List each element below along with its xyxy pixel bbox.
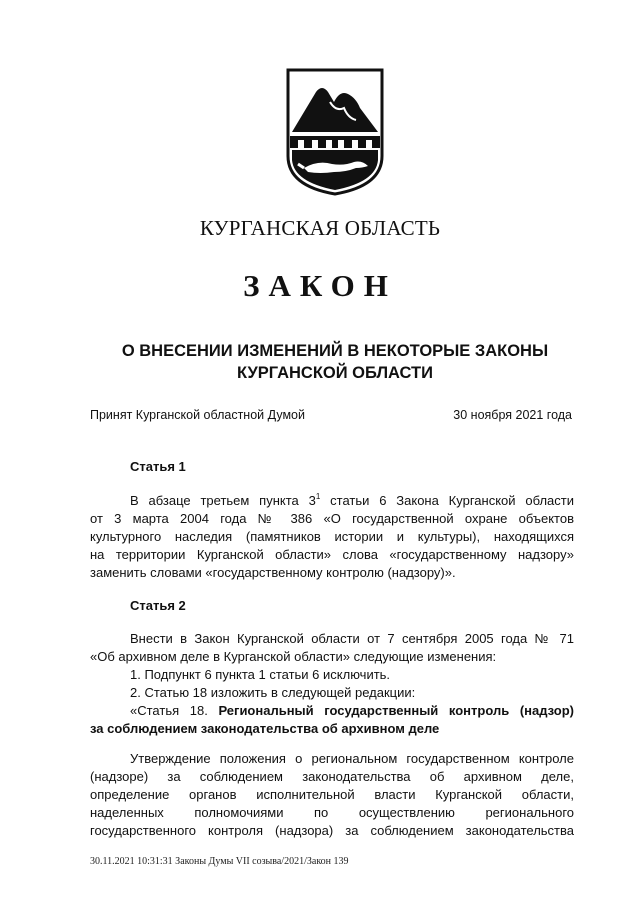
article-18-quote [90, 702, 574, 738]
article-1-line: заменить словами «государственному контролю (надзору)». [90, 565, 456, 580]
law-title-line-2: КУРГАНСКОЙ ОБЛАСТИ [237, 364, 433, 382]
law-title [0, 340, 640, 384]
article-1-line: от 3 марта 2004 года № 386 «О государственной охране объектов [90, 511, 574, 526]
document-type: ЗАКОН [243, 268, 397, 303]
article-1-heading: Статья 1 [130, 459, 186, 474]
accepted-date: 30 ноября 2021 года [453, 408, 572, 422]
article-1-line: В абзаце третьем пункта $3^1$ статьи 6 Закона Курганской области [130, 492, 574, 508]
article-2-item-1: 1. Подпункт 6 пункта 1 статьи 6 исключить. [130, 667, 391, 682]
article-1-line: на территории Курганской области» слова «государственному надзору» [90, 547, 574, 562]
body-line: наделенных полномочиями по осуществлению регионального [90, 805, 574, 820]
region-name: КУРГАНСКАЯ ОБЛАСТЬ [199, 216, 441, 240]
article-1-text [90, 488, 574, 582]
article-18-body [90, 750, 574, 840]
quote-line: «Статья 18. Региональный государственный контроль (надзор) [130, 703, 574, 718]
article-2-item-2: 2. Статью 18 изложить в следующей редакции: [130, 685, 416, 700]
accepted-by: Принят Курганской областной Думой [90, 408, 305, 422]
article-1-line: культурного наследия (памятников истории и культуры), находящихся [90, 529, 574, 544]
law-title-line-1: О ВНЕСЕНИИ ИЗМЕНЕНИЙ В НЕКОТОРЫЕ ЗАКОНЫ [121, 342, 549, 360]
document-footer: 30.11.2021 10:31:31 Законы Думы VII созыва/2021/Закон 139 [90, 856, 349, 867]
body-line: Утверждение положения о региональном государственном контроле [130, 751, 574, 766]
article-2-heading: Статья 2 [130, 598, 186, 613]
article-2-intro [90, 630, 574, 666]
body-line: определение органов исполнительной власти Курганской области, [90, 787, 574, 802]
article-2-line: «Об архивном деле в Курганской области» следующие изменения: [90, 649, 497, 664]
quote-line: за соблюдением законодательства об архивном деле [90, 721, 440, 736]
article-2-line: Внести в Закон Курганской области от 7 сентября 2005 года № 71 [130, 631, 574, 646]
coat-of-arms-emblem [284, 68, 386, 196]
body-line: государственного контроля (надзора) за соблюдением законодательства [90, 823, 574, 838]
body-line: (надзоре) за соблюдением законодательства об архивном деле, [90, 769, 574, 784]
